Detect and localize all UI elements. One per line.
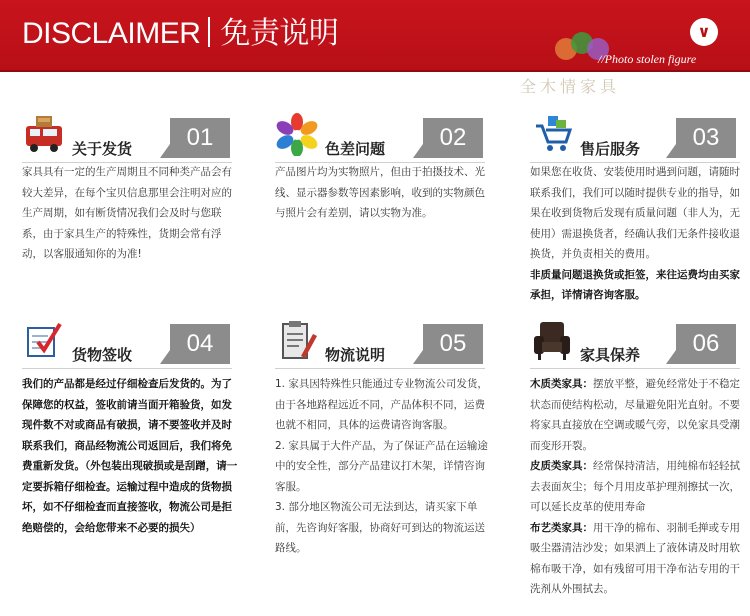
section-body — [530, 374, 745, 600]
care-label: 木质类家具： — [530, 378, 593, 390]
divider — [22, 368, 232, 369]
clipboard-icon — [275, 318, 319, 362]
divider — [530, 368, 740, 369]
section-title: 色差问题 — [325, 140, 386, 158]
section-title: 物流说明 — [325, 346, 386, 364]
section-title: 关于发货 — [72, 140, 133, 158]
section-number: 02 — [423, 118, 483, 158]
section-body — [22, 374, 242, 538]
title-separator — [208, 17, 210, 47]
title-en: DISCLAIMER — [22, 17, 201, 50]
paragraph: 我们的产品都是经过仔细检查后发货的。为了保障您的权益，签收前请当面开箱验货，如发现件数不对或商品有破损，请不要签收并及时联系我们，商品经物流公司返回后，我们将免费重新发货。（外包装出现破损或是刮蹭，请一定要拆箱仔细检查。运输过程中造成的货物损坏，如不仔细检查而直接签收，物流公司是拒绝赔偿的，会给您带来不必要的损失） — [22, 378, 238, 534]
care-text: 用干净的棉布、羽制毛掸或专用吸尘器清洁沙发；如果洒上了液体请及时用软棉布吸干净，如有残留可用干净布沾专用的干洗剂从外围拭去。 — [530, 521, 740, 595]
section-title: 家具保养 — [580, 346, 641, 364]
support-cart-icon — [530, 112, 574, 156]
section-number: 01 — [170, 118, 230, 158]
armchair-icon — [530, 318, 574, 362]
care-text: 经常保持清洁，用纯棉布轻轻拭去表面灰尘；每个月用皮革护理剂擦拭一次，可以延长皮革的使用寿命 — [530, 460, 740, 513]
section-title: 售后服务 — [580, 140, 641, 158]
paragraph: 2. 家具属于大件产品，为了保证产品在运输途中的安全性，部分产品建议打木架，详情咨询客服。 — [275, 439, 488, 493]
section-title: 货物签收 — [72, 346, 133, 364]
section-body — [530, 162, 745, 306]
chevron-down-icon[interactable]: ∨ — [690, 18, 718, 46]
divider — [275, 368, 485, 369]
section-shipping — [22, 112, 262, 302]
section-body — [22, 162, 238, 265]
disclaimer-banner — [0, 0, 750, 72]
paragraph: 3. 部分地区物流公司无法到达，请买家下单前，先咨询好客服，协商好可到达的物流运送路线。 — [275, 501, 485, 554]
care-item-fabric — [530, 518, 745, 600]
section-number: 06 — [676, 324, 736, 364]
color-wheel-icon — [275, 112, 319, 156]
paragraph: 产品图片均为实物照片，但由于拍摄技术、光线、显示器参数等因素影响，收到的实物颜色与照片会有差别，请以实物为准。 — [275, 166, 485, 219]
section-maintenance — [530, 318, 745, 608]
watermark: 全木情家具 — [520, 77, 621, 96]
section-signing — [22, 318, 262, 608]
checklist-icon — [22, 318, 66, 362]
section-number: 03 — [676, 118, 736, 158]
banner-title — [22, 14, 338, 54]
section-after-sales — [530, 112, 745, 302]
care-item-wood — [530, 374, 745, 456]
paragraph: 如果您在收货、安装使用时遇到问题，请随时联系我们，我们可以随时提供专业的指导，如果在收到货物后发现有质量问题（非人为，无使用）需退换货者，经确认我们无条件接收退换货，并负责相关的费用。 — [530, 166, 740, 260]
section-body — [275, 162, 491, 224]
paragraph: 家具具有一定的生产周期且不同种类产品会有较大差异，在每个宝贝信息那里会注明对应的生产周期，如有断货情况我们会及时与您联系，由于家具生产的特殊性，货期会常有浮动，以客服通知你的为准! — [22, 166, 232, 260]
section-body — [275, 374, 491, 559]
care-text: 摆放平整，避免经常处于不稳定状态而使结构松动，尽量避免阳光直射。不要将家具直接放在空调或暖气旁，以免家具受潮而变形开裂。 — [530, 378, 740, 452]
care-item-leather — [530, 456, 745, 518]
photo-stolen-note: //Photo stolen figure — [598, 52, 697, 66]
paragraph-emphasis: 非质量问题退换货或拒签，来往运费均由买家承担，详情请咨询客服。 — [530, 268, 740, 301]
section-number: 05 — [423, 324, 483, 364]
care-label: 皮质类家具： — [530, 460, 593, 472]
section-logistics — [275, 318, 515, 608]
paragraph: 1. 家具因特殊性只能通过专业物流公司发货，由于各地路程远近不同，产品体积不同，运费也就不相同，具体的运费请咨询客服。 — [275, 378, 488, 431]
title-cn: 免责说明 — [220, 16, 339, 51]
section-number: 04 — [170, 324, 230, 364]
section-color-difference — [275, 112, 515, 302]
care-label: 布艺类家具： — [530, 521, 593, 534]
delivery-truck-icon — [22, 112, 66, 156]
